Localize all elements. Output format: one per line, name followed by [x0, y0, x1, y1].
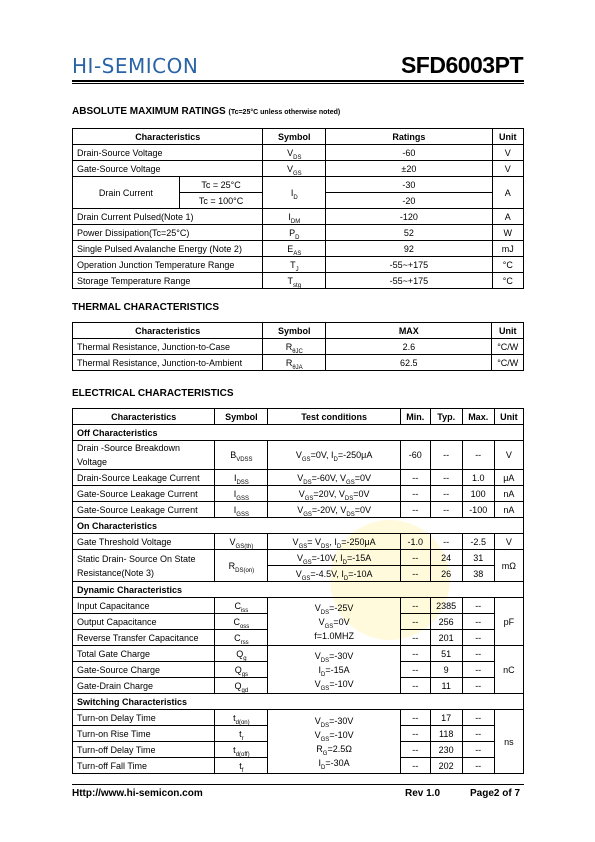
- symbol-cell: $I_{GSS}$: [215, 502, 268, 518]
- symbol-cell: $T_{stg}$: [263, 273, 326, 289]
- max-cell: 1.0: [462, 470, 494, 486]
- typ-cell: --: [430, 534, 462, 550]
- min-cell: --: [400, 566, 430, 582]
- typ-cell: 230: [430, 742, 462, 758]
- min-cell: --: [400, 742, 430, 758]
- max-cell: 31: [462, 550, 494, 566]
- rating-cell: -30: [326, 177, 492, 193]
- char-cell: Power Dissipation(Tc=25°C): [73, 225, 263, 241]
- char-cell: Gate-Source Voltage: [73, 161, 263, 177]
- unit-cell: V: [494, 441, 523, 470]
- section-title-abs-max: ABSOLUTE MAXIMUM RATINGS (Tc=25°C unless otherwise noted): [72, 106, 341, 117]
- unit-cell: °C: [492, 273, 523, 289]
- char-cell: Static Drain- Source On State Resistance(Note 3): [73, 550, 215, 582]
- symbol-cell: $Q_{gs}$: [215, 662, 268, 678]
- char-cell: Input Capacitance: [73, 598, 215, 614]
- max-cell: 38: [462, 566, 494, 582]
- max-cell: -100: [462, 502, 494, 518]
- electrical-table: [72, 408, 524, 774]
- char-cell: Gate Threshold Voltage: [73, 534, 215, 550]
- min-cell: --: [400, 598, 430, 614]
- symbol-cell: $Q_{gd}$: [215, 678, 268, 694]
- char-cell: Drain -Source Breakdown Voltage: [73, 441, 215, 470]
- max-cell: -2.5: [462, 534, 494, 550]
- symbol-cell: $I_D$: [263, 177, 326, 209]
- footer-page: Page2 of 7: [470, 788, 521, 799]
- char-cell: Turn-off Fall Time: [73, 758, 215, 774]
- typ-cell: 24: [430, 550, 462, 566]
- min-cell: --: [400, 678, 430, 694]
- char-cell: Drain-Source Voltage: [73, 145, 263, 161]
- symbol-cell: $R_{DS(on)}$: [215, 550, 268, 582]
- typ-cell: 201: [430, 630, 462, 646]
- unit-cell: nC: [494, 646, 523, 694]
- rating-cell: -55~+175: [326, 273, 492, 289]
- rating-cell: -20: [326, 193, 492, 209]
- section-title-thermal: THERMAL CHARACTERISTICS: [72, 302, 220, 313]
- char-cell: Storage Temperature Range: [73, 273, 263, 289]
- group-header: On Characteristics: [73, 518, 524, 534]
- col-header-test-conditions: Test conditions: [268, 409, 400, 425]
- condition-cell: $V_{DS}=-30V$ $V_{GS}=-10V$ $R_G=2.5\Omega$ $I_D=-30A$: [268, 710, 400, 774]
- max-cell: 100: [462, 486, 494, 502]
- char-cell: Gate-Drain Charge: [73, 678, 215, 694]
- typ-cell: 256: [430, 614, 462, 630]
- char-cell: Drain Current Pulsed(Note 1): [73, 209, 263, 225]
- char-cell: Turn-on Rise Time: [73, 726, 215, 742]
- min-cell: --: [400, 486, 430, 502]
- col-header-ratings: Ratings: [326, 129, 492, 145]
- condition-cell: $V_{GS}=0V$, $I_D=-250\mu A$: [268, 441, 400, 470]
- rating-cell: 92: [326, 241, 492, 257]
- condition-cell: $V_{GS}=-20V$, $V_{DS}=0V$: [268, 502, 400, 518]
- typ-cell: 9: [430, 662, 462, 678]
- rating-cell: -120: [326, 209, 492, 225]
- max-cell: --: [462, 614, 494, 630]
- col-header-characteristics: Characteristics: [73, 323, 263, 339]
- col-header-unit: Unit: [492, 323, 524, 339]
- typ-cell: 11: [430, 678, 462, 694]
- value-cell: 2.6: [326, 339, 492, 355]
- header-rule: [72, 80, 524, 82]
- symbol-cell: $R_{\theta JA}$: [263, 355, 326, 371]
- symbol-cell: $V_{GS(th)}$: [215, 534, 268, 550]
- typ-cell: --: [430, 486, 462, 502]
- char-cell: Drain Current: [73, 177, 180, 209]
- symbol-cell: $R_{\theta JC}$: [263, 339, 326, 355]
- min-cell: --: [400, 470, 430, 486]
- footer-rule: [72, 784, 524, 785]
- rating-cell: -60: [326, 145, 492, 161]
- char-cell: Thermal Resistance, Junction-to-Case: [73, 339, 263, 355]
- typ-cell: 26: [430, 566, 462, 582]
- unit-cell: V: [492, 161, 523, 177]
- condition-cell: Tc = 100°C: [179, 193, 263, 209]
- unit-cell: A: [492, 209, 523, 225]
- value-cell: 62.5: [326, 355, 492, 371]
- symbol-cell: $t_{d(on)}$: [215, 710, 268, 726]
- typ-cell: --: [430, 502, 462, 518]
- typ-cell: --: [430, 470, 462, 486]
- char-cell: Total Gate Charge: [73, 646, 215, 662]
- typ-cell: 118: [430, 726, 462, 742]
- char-cell: Output Capacitance: [73, 614, 215, 630]
- min-cell: -1.0: [400, 534, 430, 550]
- typ-cell: --: [430, 441, 462, 470]
- rating-cell: ±20: [326, 161, 492, 177]
- char-cell: Reverse Transfer Capacitance: [73, 630, 215, 646]
- unit-cell: μA: [494, 470, 523, 486]
- condition-cell: $V_{GS}=20V$, $V_{DS}=0V$: [268, 486, 400, 502]
- min-cell: --: [400, 726, 430, 742]
- char-cell: Gate-Source Charge: [73, 662, 215, 678]
- group-header: Off Characteristics: [73, 425, 524, 441]
- min-cell: --: [400, 646, 430, 662]
- company-logo: HI-SEMICON: [72, 54, 199, 78]
- footer-url[interactable]: Http://www.hi-semicon.com: [72, 788, 203, 799]
- symbol-cell: $t_{d(off)}$: [215, 742, 268, 758]
- min-cell: --: [400, 710, 430, 726]
- symbol-cell: $t_r$: [215, 726, 268, 742]
- max-cell: --: [462, 742, 494, 758]
- max-cell: --: [462, 678, 494, 694]
- symbol-cell: $B_{VDSS}$: [215, 441, 268, 470]
- unit-cell: °C: [492, 257, 523, 273]
- unit-cell: °C/W: [492, 339, 524, 355]
- col-header-symbol: Symbol: [215, 409, 268, 425]
- max-cell: --: [462, 646, 494, 662]
- symbol-cell: $I_{DSS}$: [215, 470, 268, 486]
- symbol-cell: $C_{oss}$: [215, 614, 268, 630]
- symbol-cell: $I_{DM}$: [263, 209, 326, 225]
- header-rule-thin: [72, 83, 524, 84]
- symbol-cell: $C_{rss}$: [215, 630, 268, 646]
- symbol-cell: $V_{GS}$: [263, 161, 326, 177]
- symbol-cell: $C_{iss}$: [215, 598, 268, 614]
- symbol-cell: $t_f$: [215, 758, 268, 774]
- section-title-electrical: ELECTRICAL CHARACTERISTICS: [72, 388, 234, 399]
- unit-cell: V: [492, 145, 523, 161]
- condition-cell: $V_{DS}=-60V$, $V_{GS}=0V$: [268, 470, 400, 486]
- group-header: Dynamic Characteristics: [73, 582, 524, 598]
- char-cell: Gate-Source Leakage Current: [73, 486, 215, 502]
- footer-rev: Rev 1.0: [405, 788, 441, 799]
- unit-cell: mJ: [492, 241, 523, 257]
- symbol-cell: $P_D$: [263, 225, 326, 241]
- char-cell: Gate-Source Leakage Current: [73, 502, 215, 518]
- condition-cell: $V_{DS}=-25V$ $V_{GS}=0V$ f=1.0MHZ: [268, 598, 400, 646]
- col-header-symbol: Symbol: [263, 323, 326, 339]
- unit-cell: V: [494, 534, 523, 550]
- typ-cell: 51: [430, 646, 462, 662]
- min-cell: --: [400, 662, 430, 678]
- symbol-cell: $Q_g$: [215, 646, 268, 662]
- max-cell: --: [462, 758, 494, 774]
- col-header-max: Max.: [462, 409, 494, 425]
- part-number: SFD6003PT: [400, 52, 523, 78]
- min-cell: --: [400, 630, 430, 646]
- min-cell: --: [400, 502, 430, 518]
- symbol-cell: $E_{AS}$: [263, 241, 326, 257]
- max-cell: --: [462, 441, 494, 470]
- max-cell: --: [462, 662, 494, 678]
- typ-cell: 2385: [430, 598, 462, 614]
- col-header-unit: Unit: [494, 409, 523, 425]
- symbol-cell: $I_{GSS}$: [215, 486, 268, 502]
- max-cell: --: [462, 726, 494, 742]
- symbol-cell: $V_{DS}$: [263, 145, 326, 161]
- min-cell: -60: [400, 441, 430, 470]
- char-cell: Operation Junction Temperature Range: [73, 257, 263, 273]
- col-header-unit: Unit: [492, 129, 523, 145]
- condition-cell: $V_{GS}= V_{DS}$, $I_D=-250\mu A$: [268, 534, 400, 550]
- rating-cell: 52: [326, 225, 492, 241]
- rating-cell: -55~+175: [326, 257, 492, 273]
- min-cell: --: [400, 758, 430, 774]
- col-header-symbol: Symbol: [263, 129, 326, 145]
- unit-cell: ns: [494, 710, 523, 774]
- unit-cell: A: [492, 177, 523, 209]
- min-cell: --: [400, 614, 430, 630]
- abs-max-table: [72, 128, 524, 289]
- condition-cell: $V_{GS}=-10V$, $I_D=-15A$: [268, 550, 400, 566]
- max-cell: --: [462, 710, 494, 726]
- group-header: Switching Characteristics: [73, 694, 524, 710]
- max-cell: --: [462, 630, 494, 646]
- symbol-cell: $T_J$: [263, 257, 326, 273]
- thermal-table: [72, 322, 524, 371]
- max-cell: --: [462, 598, 494, 614]
- col-header-typ: Typ.: [430, 409, 462, 425]
- unit-cell: pF: [494, 598, 523, 646]
- char-cell: Thermal Resistance, Junction-to-Ambient: [73, 355, 263, 371]
- char-cell: Turn-off Delay Time: [73, 742, 215, 758]
- col-header-min: Min.: [400, 409, 430, 425]
- unit-cell: nA: [494, 502, 523, 518]
- min-cell: --: [400, 550, 430, 566]
- char-cell: Turn-on Delay Time: [73, 710, 215, 726]
- col-header-max: MAX: [326, 323, 492, 339]
- condition-cell: $V_{DS}=-30V$ $I_D=-15A$ $V_{GS}=-10V$: [268, 646, 400, 694]
- typ-cell: 17: [430, 710, 462, 726]
- unit-cell: mΩ: [494, 550, 523, 582]
- col-header-characteristics: Characteristics: [73, 129, 263, 145]
- typ-cell: 202: [430, 758, 462, 774]
- unit-cell: W: [492, 225, 523, 241]
- unit-cell: °C/W: [492, 355, 524, 371]
- char-cell: Drain-Source Leakage Current: [73, 470, 215, 486]
- col-header-characteristics: Characteristics: [73, 409, 215, 425]
- condition-cell: $V_{GS}=-4.5V$, $I_D=-10A$: [268, 566, 400, 582]
- unit-cell: nA: [494, 486, 523, 502]
- condition-cell: Tc = 25°C: [179, 177, 263, 193]
- char-cell: Single Pulsed Avalanche Energy (Note 2): [73, 241, 263, 257]
